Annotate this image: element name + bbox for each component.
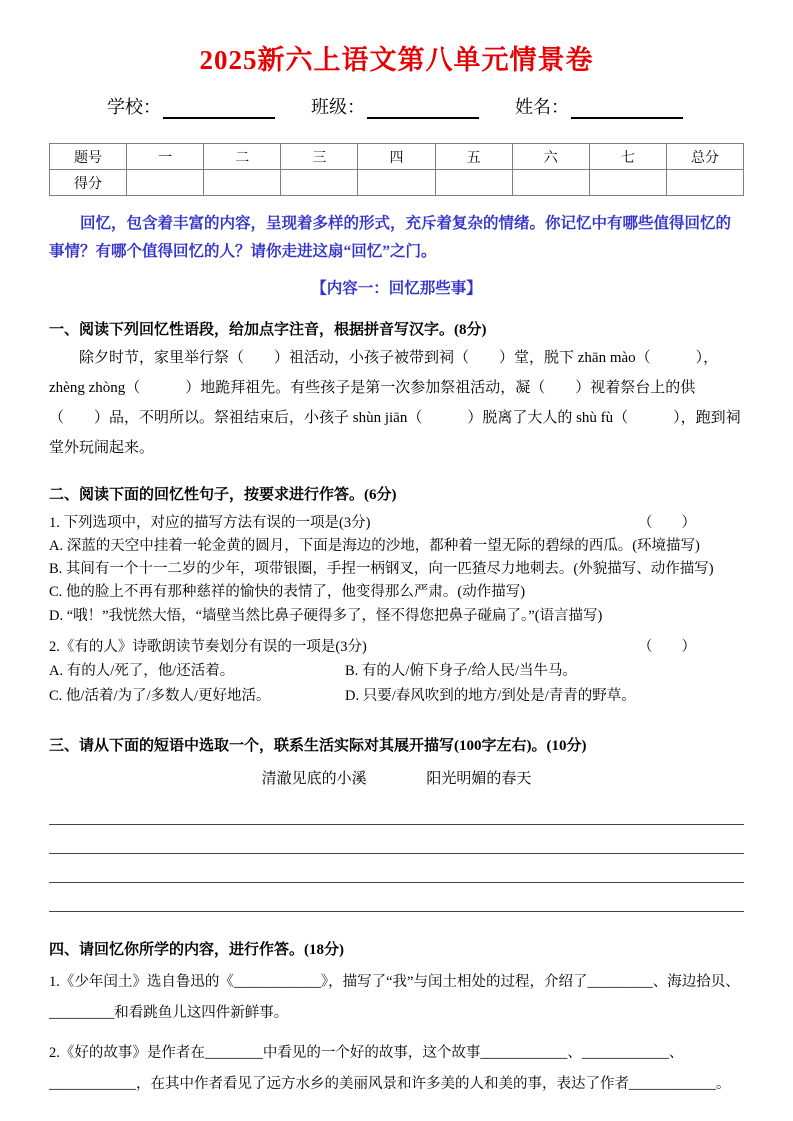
score-cell	[127, 170, 204, 196]
question2-option-a: A. 有的人/死了，他/还活着。	[49, 662, 235, 679]
section2-heading: 二、阅读下面的回忆性句子，按要求进行作答。(6分)	[49, 486, 397, 503]
section4-question2: 2.《好的故事》是作者在________中看见的一个好的故事，这个故事____________、____________、____________，在其中作者看见了远方水乡的美丽风景和许多美的人和美的事，表达了作者____________。	[49, 1044, 731, 1092]
section3-heading: 三、请从下面的短语中选取一个，联系生活实际对其展开描写(100字左右)。(10分)	[49, 738, 587, 755]
writing-area	[49, 796, 744, 912]
name-blank[interactable]	[571, 98, 683, 119]
score-table-score-row	[50, 170, 744, 196]
writing-line[interactable]	[49, 796, 744, 825]
section4-question1: 1.《少年闰土》选自鲁迅的《____________》，描写了“我”与闰土相处的过程，介绍了_________、海边拾贝、_________和看跳鱼儿这四件新鲜事。	[49, 974, 740, 1022]
question2-answer-bracket: （ ）	[638, 638, 696, 655]
question2-option-row	[49, 659, 744, 684]
score-cell	[435, 170, 512, 196]
question2-option-b: B. 有的人/俯下身子/给人民/当牛马。	[345, 662, 578, 679]
class-field	[311, 93, 479, 119]
score-header-cell: 四	[358, 144, 435, 170]
score-row-label: 得分	[50, 170, 127, 196]
section1-heading: 一、阅读下列回忆性语段，给加点字注音，根据拼音写汉字。(8分)	[49, 321, 487, 338]
question1-option-a: A. 深蓝的天空中挂着一轮金黄的圆月，下面是海边的沙地，都种着一望无际的碧绿的西瓜。(环境描写)	[49, 537, 700, 554]
score-header-cell: 总分	[666, 144, 743, 170]
score-table-header-row	[50, 144, 744, 170]
score-header-cell: 七	[589, 144, 666, 170]
question1-stem-row	[49, 512, 744, 535]
question1-option-c: C. 他的脸上不再有那种慈祥的愉快的表情了，他变得那么严肃。(动作描写)	[49, 584, 526, 601]
score-cell	[281, 170, 358, 196]
score-header-cell: 三	[281, 144, 358, 170]
writing-line[interactable]	[49, 854, 744, 883]
score-cell	[358, 170, 435, 196]
score-header-cell: 一	[127, 144, 204, 170]
question2-option-c: C. 他/活着/为了/多数人/更好地活。	[49, 687, 271, 704]
score-header-cell: 二	[204, 144, 281, 170]
content-section-heading: 【内容一：回忆那些事】	[311, 279, 482, 297]
student-info-line	[107, 93, 744, 119]
score-header-cell: 五	[435, 144, 512, 170]
section4-heading: 四、请回忆你所学的内容，进行作答。(18分)	[49, 942, 344, 959]
question2-option-row	[49, 684, 744, 709]
question1-stem: 1. 下列选项中，对应的描写方法有误的一项是(3分)	[49, 514, 371, 531]
score-header-cell: 题号	[50, 144, 127, 170]
question1-option-b: B. 其间有一个十一二岁的少年，项带银圈，手捏一柄钢叉，向一匹猹尽力地刺去。(外貌描写、动作描写)	[49, 561, 714, 578]
class-label: 班级：	[311, 97, 365, 117]
score-cell	[666, 170, 743, 196]
school-label: 学校：	[107, 97, 161, 117]
question2-options	[49, 659, 744, 708]
section1-passage: 除夕时节，家里举行祭（ ）祖活动，小孩子被带到祠（ ）堂，脱下 zhān mào（ ），zhèng zhòng（ ）地跪拜祖先。有些孩子是第一次参加祭祖活动，凝（ ）视着祭台上的供（ ）品，不明所以。祭祖结束后，小孩子 shùn jiān（ ）脱离了大人的 shù fù（ ），跑到祠堂外玩闹起来。	[49, 349, 741, 456]
name-label: 姓名：	[515, 97, 569, 117]
score-table	[49, 143, 744, 196]
writing-line[interactable]	[49, 825, 744, 854]
question2-option-d: D. 只要/春风吹到的地方/到处是/青青的野草。	[345, 687, 636, 704]
score-cell	[512, 170, 589, 196]
school-blank[interactable]	[163, 98, 275, 119]
phrase-option-1: 清澈见底的小溪	[261, 771, 367, 788]
writing-line[interactable]	[49, 883, 744, 912]
score-header-cell: 六	[512, 144, 589, 170]
phrase-option-2: 阳光明媚的春天	[426, 771, 532, 788]
question1-option-d: D. “哦！”我恍然大悟，“墙壁当然比鼻子硬得多了，怪不得您把鼻子碰扁了。”(语言描写)	[49, 607, 603, 624]
class-blank[interactable]	[367, 98, 479, 119]
score-cell	[204, 170, 281, 196]
phrase-choices	[49, 767, 744, 788]
school-field	[107, 93, 275, 119]
name-field	[515, 93, 683, 119]
question2-stem: 2.《有的人》诗歌朗读节奏划分有误的一项是(3分)	[49, 638, 367, 655]
question2-stem-row	[49, 636, 744, 659]
score-cell	[589, 170, 666, 196]
question1-answer-bracket: （ ）	[638, 514, 696, 531]
intro-text: 回忆，包含着丰富的内容，呈现着多样的形式，充斥着复杂的情绪。你记忆中有哪些值得回忆的事情？有哪个值得回忆的人？请你走进这扇“回忆”之门。	[49, 215, 732, 260]
page-title: 2025新六上语文第八单元情景卷	[199, 45, 594, 75]
